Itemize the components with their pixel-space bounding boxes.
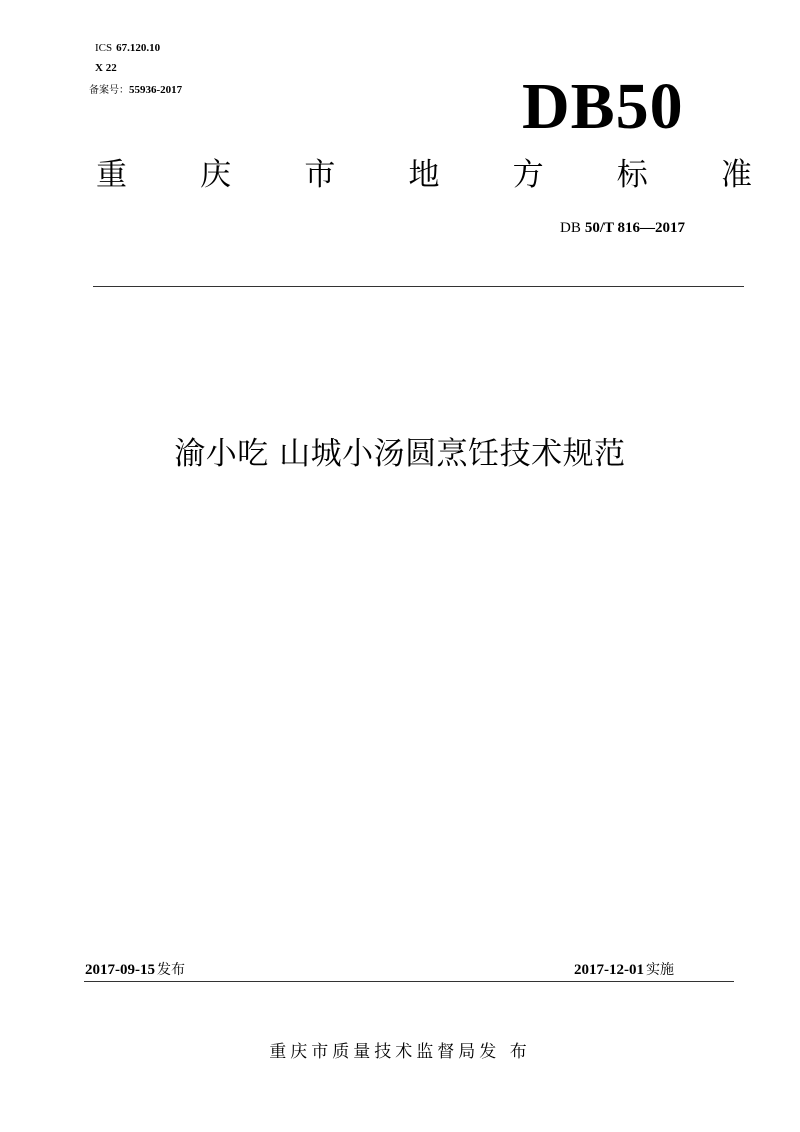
standard-type-char: 地	[408, 157, 440, 193]
header-divider	[93, 286, 744, 287]
issue-date: 2017-09-15	[85, 962, 155, 978]
issue-date-block	[85, 961, 185, 979]
classification-code: X 22	[95, 62, 117, 74]
standard-type-char: 庆	[200, 157, 232, 193]
ics-value: 67.120.10	[116, 42, 161, 54]
standard-number-prefix: DB	[560, 220, 581, 236]
filing-number	[89, 83, 182, 98]
ics-code	[95, 41, 160, 55]
issue-label: 发布	[157, 962, 185, 978]
db50-logo: DB50	[522, 70, 684, 143]
effective-date-block	[574, 961, 674, 979]
effective-date: 2017-12-01	[574, 962, 644, 978]
standard-number	[560, 219, 685, 237]
filing-label: 备案号：	[89, 85, 129, 96]
filing-value: 55936-2017	[129, 84, 183, 96]
publisher: 重庆市质量技术监督局发 布	[269, 1042, 531, 1062]
standard-type-char: 重	[96, 157, 127, 193]
date-divider	[84, 981, 734, 982]
ics-label: ICS	[95, 42, 113, 54]
standard-type-heading	[96, 155, 752, 195]
standard-type-char: 准	[720, 157, 752, 193]
effective-label: 实施	[646, 962, 674, 978]
standard-number-value: 50/T 816—2017	[584, 220, 685, 236]
standard-type-char: 方	[512, 157, 544, 193]
document-title: 渝小吃 山城小汤圆烹饪技术规范	[174, 436, 626, 472]
standard-type-char: 市	[304, 157, 336, 193]
standard-type-char: 标	[616, 157, 648, 193]
